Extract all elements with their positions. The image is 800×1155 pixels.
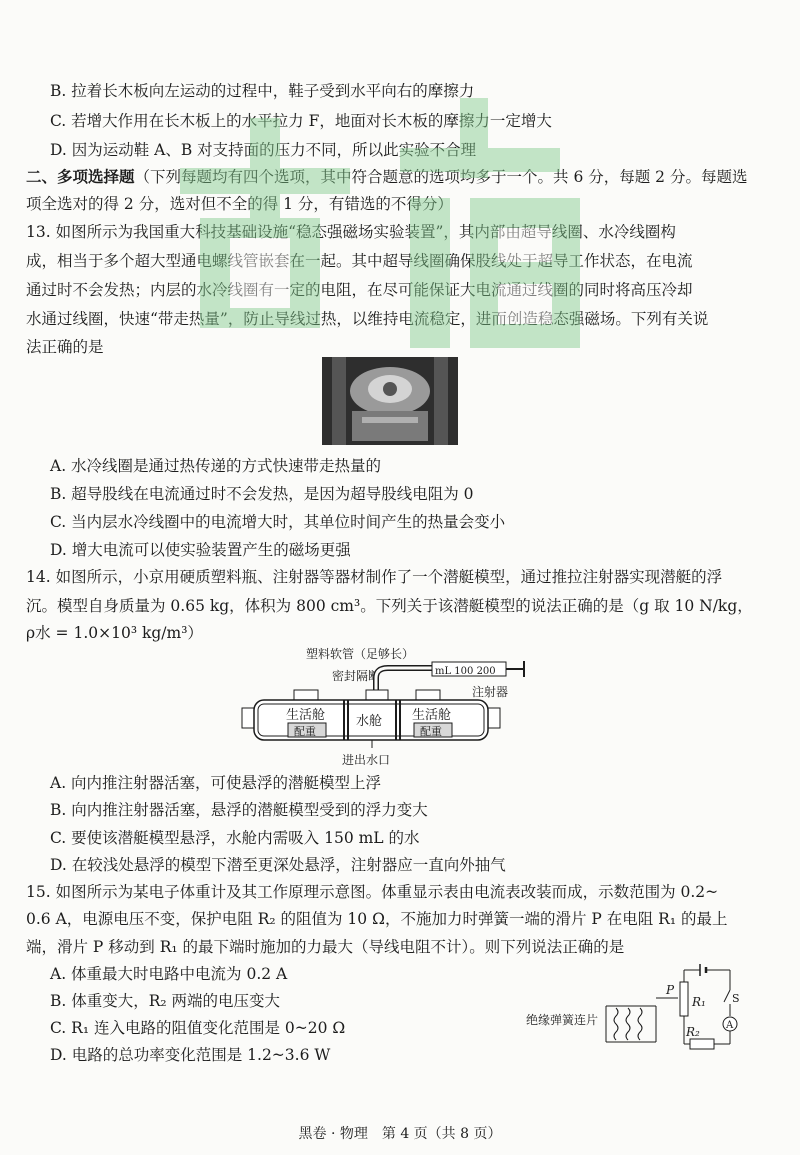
page-footer: 黑卷 · 物理 第 4 页（共 8 页）	[298, 1126, 502, 1142]
q14-option-b: B. 向内推注射器活塞，悬浮的潜艇模型受到的浮力变大	[50, 801, 428, 819]
syringe-label: 注射器	[472, 685, 509, 699]
living-cabin-right-label: 生活舱	[412, 708, 452, 723]
spring-label: 绝缘弹簧连片	[526, 1013, 599, 1027]
q15-stem-1: 15. 如图所示为某电子体重计及其工作原理示意图。体重显示表由电流表改装而成，示数范围为 0.2~	[26, 883, 719, 901]
q15-option-d: D. 电路的总功率变化范围是 1.2~3.6 W	[50, 1046, 331, 1064]
r2-label: R₂	[686, 1025, 700, 1039]
prev-option-b: B. 拉着长木板向左运动的过程中，鞋子受到水平向右的摩擦力	[50, 82, 475, 100]
ammeter-label: A	[726, 1020, 734, 1031]
q13-option-d: D. 增大电流可以使实验装置产生的磁场更强	[50, 541, 351, 559]
weight-right-label: 配重	[420, 725, 442, 738]
q13-stem-4: 水通过线圈，快速“带走热量”，防止导线过热，以维持电流稳定，进而创造稳态强磁场。下列有关说	[26, 310, 709, 328]
inlet-label: 进出水口	[342, 753, 391, 767]
q14-option-c: C. 要使该潜艇模型悬浮，水舱内需吸入 150 mL 的水	[50, 829, 420, 847]
q13-stem-2: 成，相当于多个超大型通电螺线管嵌套在一起。其中超导线圈确保股线处于超导工作状态，在电流	[26, 252, 693, 270]
q13-stem-1: 13. 如图所示为我国重大科技基础设施“稳态强磁场实验装置”，其内部由超导线圈、水冷线圈构	[26, 223, 676, 241]
q15-stem-2: 0.6 A，电源电压不变，保护电阻 R₂ 的阻值为 10 Ω，不施加力时弹簧一端的滑片 P 在电阻 R₁ 的最上	[26, 910, 728, 928]
q13-stem-5: 法正确的是	[26, 338, 104, 356]
q14-option-d: D. 在较浅处悬浮的模型下潜至更深处悬浮，注射器应一直向外抽气	[50, 856, 506, 874]
magnet-device-photo	[322, 357, 458, 445]
q13-stem-3: 通过时不会发热；内层的水冷线圈有一定的电阻，在尽可能保证大电流通过线圈的同时将高压冷却	[26, 281, 693, 299]
section-title: 二、多项选择题	[26, 167, 135, 186]
r1-label: R₁	[692, 995, 706, 1009]
q15-option-b: B. 体重变大，R₂ 两端的电压变大	[50, 992, 281, 1010]
section-header	[26, 166, 747, 188]
tube-label: 塑料软管（足够长）	[306, 647, 415, 661]
circuit-diagram	[520, 962, 740, 1054]
q15-stem-3: 端，滑片 P 移动到 R₁ 的最下端时施加的力最大（导线电阻不计）。则下列说法正确的是	[26, 938, 625, 956]
water-cabin-label: 水舱	[356, 714, 383, 729]
weight-left-label: 配重	[294, 725, 316, 738]
q13-option-c: C. 当内层水冷线圈中的电流增大时，其单位时间产生的热量会变小	[50, 513, 506, 531]
seal-label: 密封隔断	[332, 669, 381, 683]
section-desc-2: 项全选对的得 2 分，选对但不全的得 1 分，有错选的不得分）	[26, 195, 453, 213]
switch-label: S	[732, 992, 740, 1005]
q15-option-a: A. 体重最大时电路中电流为 0.2 A	[50, 965, 288, 983]
slider-p-label: P	[666, 983, 675, 997]
prev-option-d: D. 因为运动鞋 A、B 对支持面的压力不同，所以此实验不合理	[50, 141, 477, 159]
q14-stem-3: ρ水 = 1.0×10³ kg/m³）	[26, 624, 203, 642]
q13-option-b: B. 超导股线在电流通过时不会发热，是因为超导股线电阻为 0	[50, 485, 474, 503]
q14-option-a: A. 向内推注射器活塞，可使悬浮的潜艇模型上浮	[50, 774, 382, 792]
prev-option-c: C. 若增大作用在长木板上的水平拉力 F，地面对长木板的摩擦力一定增大	[50, 112, 552, 130]
living-cabin-left-label: 生活舱	[286, 708, 326, 723]
section-desc-1: （下列每题均有四个选项，其中符合题意的选项均多于一个。共 6 分，每题 2 分。每题选	[134, 168, 748, 186]
syringe-scale: mL 100 200	[435, 666, 496, 677]
q13-option-a: A. 水冷线圈是通过热传递的方式快速带走热量的	[50, 457, 382, 475]
submarine-diagram	[236, 644, 536, 772]
q15-option-c: C. R₁ 连入电路的阻值变化范围是 0~20 Ω	[50, 1019, 346, 1037]
q14-stem-1: 14. 如图所示，小京用硬质塑料瓶、注射器等器材制作了一个潜艇模型，通过推拉注射器实现潜艇的浮	[26, 568, 723, 586]
q14-stem-2: 沉。模型自身质量为 0.65 kg，体积为 800 cm³。下列关于该潜艇模型的说法正确的是（g 取 10 N/kg，	[26, 597, 753, 615]
